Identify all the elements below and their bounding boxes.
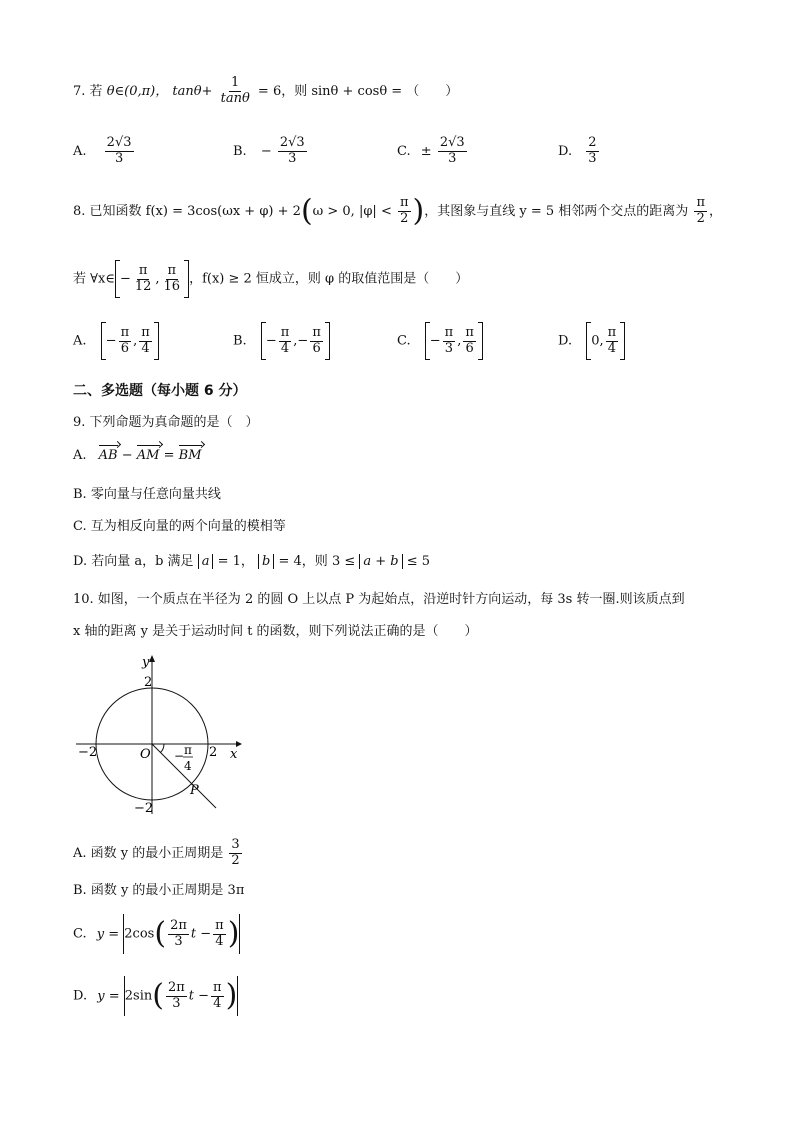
q9-option-c: C. 互为相反向量的两个向量的模相等 [73, 519, 286, 534]
y-axis-arrow [149, 655, 155, 662]
q9-stem: 9. 下列命题为真命题的是（ ） [73, 415, 259, 430]
q8-stem-line1: 8. 已知函数 f(x) = 3cos(ωx + φ) + 2(ω > 0, |φ| < $\frac{\pi}{2}$ )，其图象与直线 y = 5 相邻两个交点的距离为 $\frac{\pi}{2}$ ， [73, 193, 722, 229]
label-angle-sign: − [174, 749, 185, 763]
label-neg2-left: −2 [78, 745, 98, 760]
q8-option-b: B. − $\frac{\pi}{4}$ ,− $\frac{\pi}{6}$ [233, 322, 330, 360]
q8-option-c: C. − $\frac{\pi}{3}$ , $\frac{\pi}{6}$ [397, 322, 483, 360]
label-angle-den: 4 [184, 759, 192, 773]
q8-option-a: A. − $\frac{\pi}{6}$ , $\frac{\pi}{4}$ [73, 322, 159, 360]
q7-option-b: B. − $\frac{2√3}{3}$ [233, 135, 305, 166]
q10-stem-line1: 10. 如图，一个质点在半径为 2 的圆 O 上以点 P 为起始点，沿逆时针方向运动，每 3s 转一圈.则该质点到 [73, 592, 685, 607]
label-p: P [190, 783, 199, 798]
label-2-top: 2 [144, 675, 153, 690]
q10-option-d: D. y = 2sin( $\frac{2\pi}{3}$ t − $\frac{\pi}{4}$ ) [73, 976, 238, 1016]
label-angle-num: π [184, 743, 192, 757]
q7-stem: 7. 若 θ∈(0,π)， tanθ+ $\frac{1}{\tan\theta}$ = 6，则 sinθ + cosθ = （ ） [73, 75, 459, 106]
q8-stem-line2: 若 ∀x∈ − $\frac{\pi}{12}$ , $\frac{\pi}{16}$ ，f(x) ≥ 2 恒成立，则 φ 的取值范围是（ ） [73, 260, 468, 298]
label-x: x [230, 747, 238, 762]
q8-option-d: D. 0, $\frac{\pi}{4}$ [558, 322, 625, 360]
q7-option-c: C. ± $\frac{2√3}{3}$ [397, 135, 465, 166]
label-neg2-bottom: −2 [134, 801, 154, 816]
q9-option-b: B. 零向量与任意向量共线 [73, 487, 221, 502]
label-o: O [140, 747, 151, 762]
q7-stem-fraction: $\frac{1}{\tan\theta}$ [220, 75, 250, 106]
label-2-right: 2 [209, 745, 218, 760]
q9-option-d: D. 若向量 a，b 满足 a = 1， b = 4，则 3 ≤ a + b ≤ 5 [73, 554, 431, 569]
q10-option-a: A. 函数 y 的最小正周期是 $\frac{3}{2}$ [73, 837, 240, 868]
angle-arc [161, 744, 165, 753]
q7-option-d: D. $\frac{2}{3}$ [558, 135, 597, 166]
q10-figure [68, 652, 248, 822]
q9-option-a: A. AB − AM = BM [73, 448, 202, 463]
section-heading: 二、多选题（每小题 6 分） [73, 383, 247, 399]
q7-option-a: A. $\frac{2√3}{3}$ [73, 135, 132, 166]
q10-stem-line2: x 轴的距离 y 是关于运动时间 t 的函数，则下列说法正确的是（ ） [73, 624, 478, 639]
q10-option-b: B. 函数 y 的最小正周期是 3π [73, 883, 245, 898]
label-y: y [142, 655, 150, 670]
q10-option-c: C. y = 2cos( $\frac{2\pi}{3}$ t − $\frac{\pi}{4}$ ) [73, 914, 240, 954]
